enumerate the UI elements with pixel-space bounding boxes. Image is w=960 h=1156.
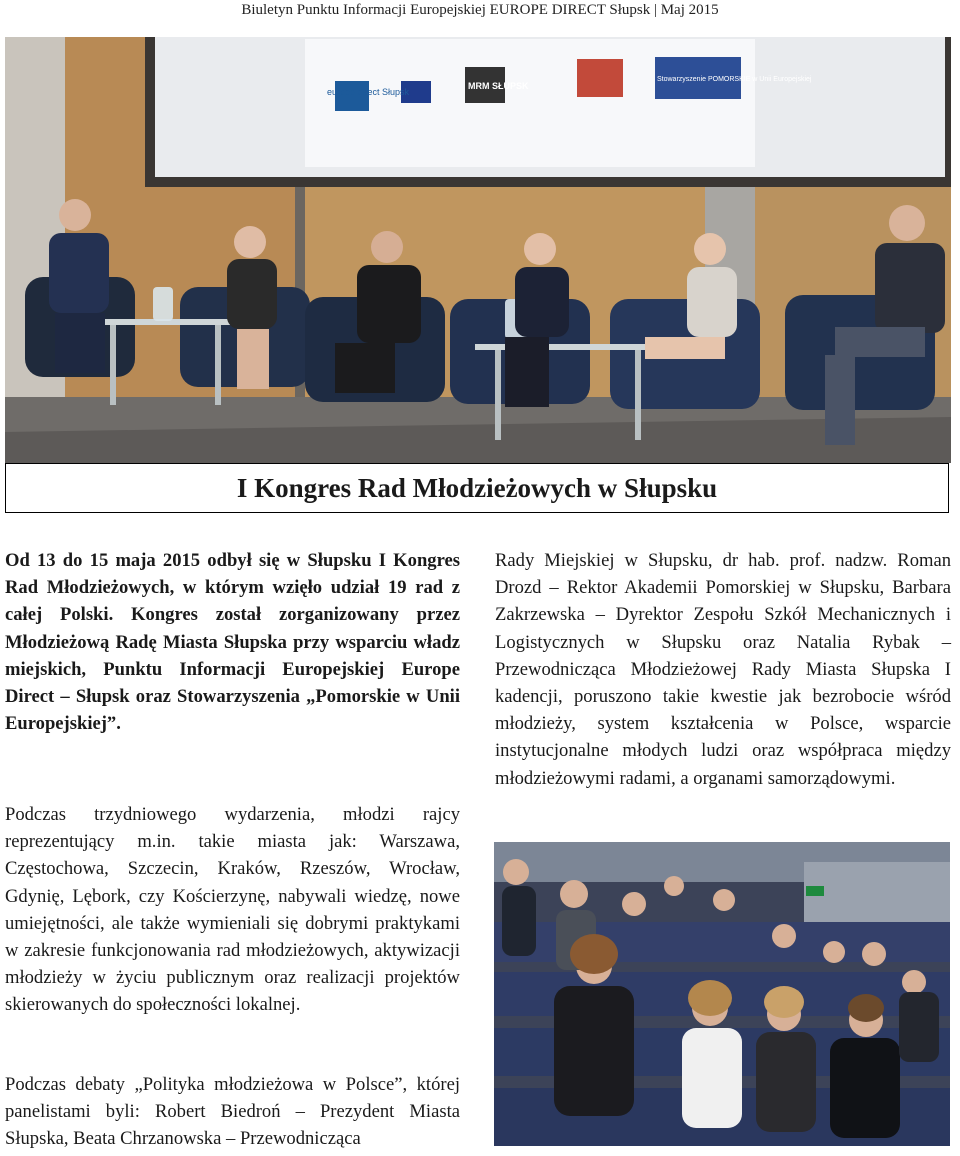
panel-debate-photo <box>5 37 951 463</box>
article-title: I Kongres Rad Młodzieżowych w Słupsku <box>5 463 949 513</box>
lead-paragraph: Od 13 do 15 maja 2015 odbył się w Słupsku I Kongres Rad Młodzieżowych, w którym wzięło udział 19 rad z całej Polski. Kongres został zorganizowany przez Młodzieżową Radę Miasta Słupska przy wsparciu władz miejskich, Punktu Informacji Europejskiej Europe Direct – Słupsk oraz Stowarzyszenia „Pomorskie w Unii Europejskiej”. <box>5 550 460 735</box>
screen-logo-europe-direct: europe direct Słupsk <box>327 87 410 97</box>
screen-logo-stowarzyszenie: Stowarzyszenie POMORSKIE w Unii Europejskiej <box>657 76 812 83</box>
screen-logo-mrm: MRM SŁUPSK <box>468 81 529 91</box>
bulletin-header: Biuletyn Punktu Informacji Europejskiej EUROPE DIRECT Słupsk | Maj 2015 <box>241 2 719 18</box>
body-paragraph-3: Podczas debaty „Polityka młodzieżowa w Polsce”, której panelistami byli: Robert Biedroń – Prezydent Miasta Słupska, Beata Chrzanowska – Przewodnicząca <box>5 1074 460 1150</box>
body-paragraph-right: Rady Miejskiej w Słupsku, dr hab. prof. nadzw. Roman Drozd – Rektor Akademii Pomorskiej w Słupsku, Barbara Zakrzewska – Dyrektor Zespołu Szkół Mechanicznych i Logistycznych w Słupsku oraz Natalia Rybak – Przewodnicząca Młodzieżowej Rady Miasta Słupska I kadencji, poruszono takie kwestie jak bezrobocie wśród młodzieży, system kształcenia w Polsce, wsparcie instytucjonalne młodych ludzi oraz współpraca między młodzieżowymi radami, a organami samorządowymi. <box>495 550 951 789</box>
audience-photo <box>494 842 950 1146</box>
body-paragraph-2: Podczas trzydniowego wydarzenia, młodzi rajcy reprezentujący m.in. takie miasta jak: Warszawa, Częstochowa, Szczecin, Kraków, Rzeszów, Wrocław, Gdynię, Lębork, czy Kościerzynę, nabywali wiedzę, nowe umiejętności, ale także wymieniali się dobrymi praktykami w zakresie funkcjonowania rad młodzieżowych, aktywizacji młodzieży w życiu publicznym oraz realizacji projektów skierowanych do społeczności lokalnej. <box>5 804 460 1016</box>
